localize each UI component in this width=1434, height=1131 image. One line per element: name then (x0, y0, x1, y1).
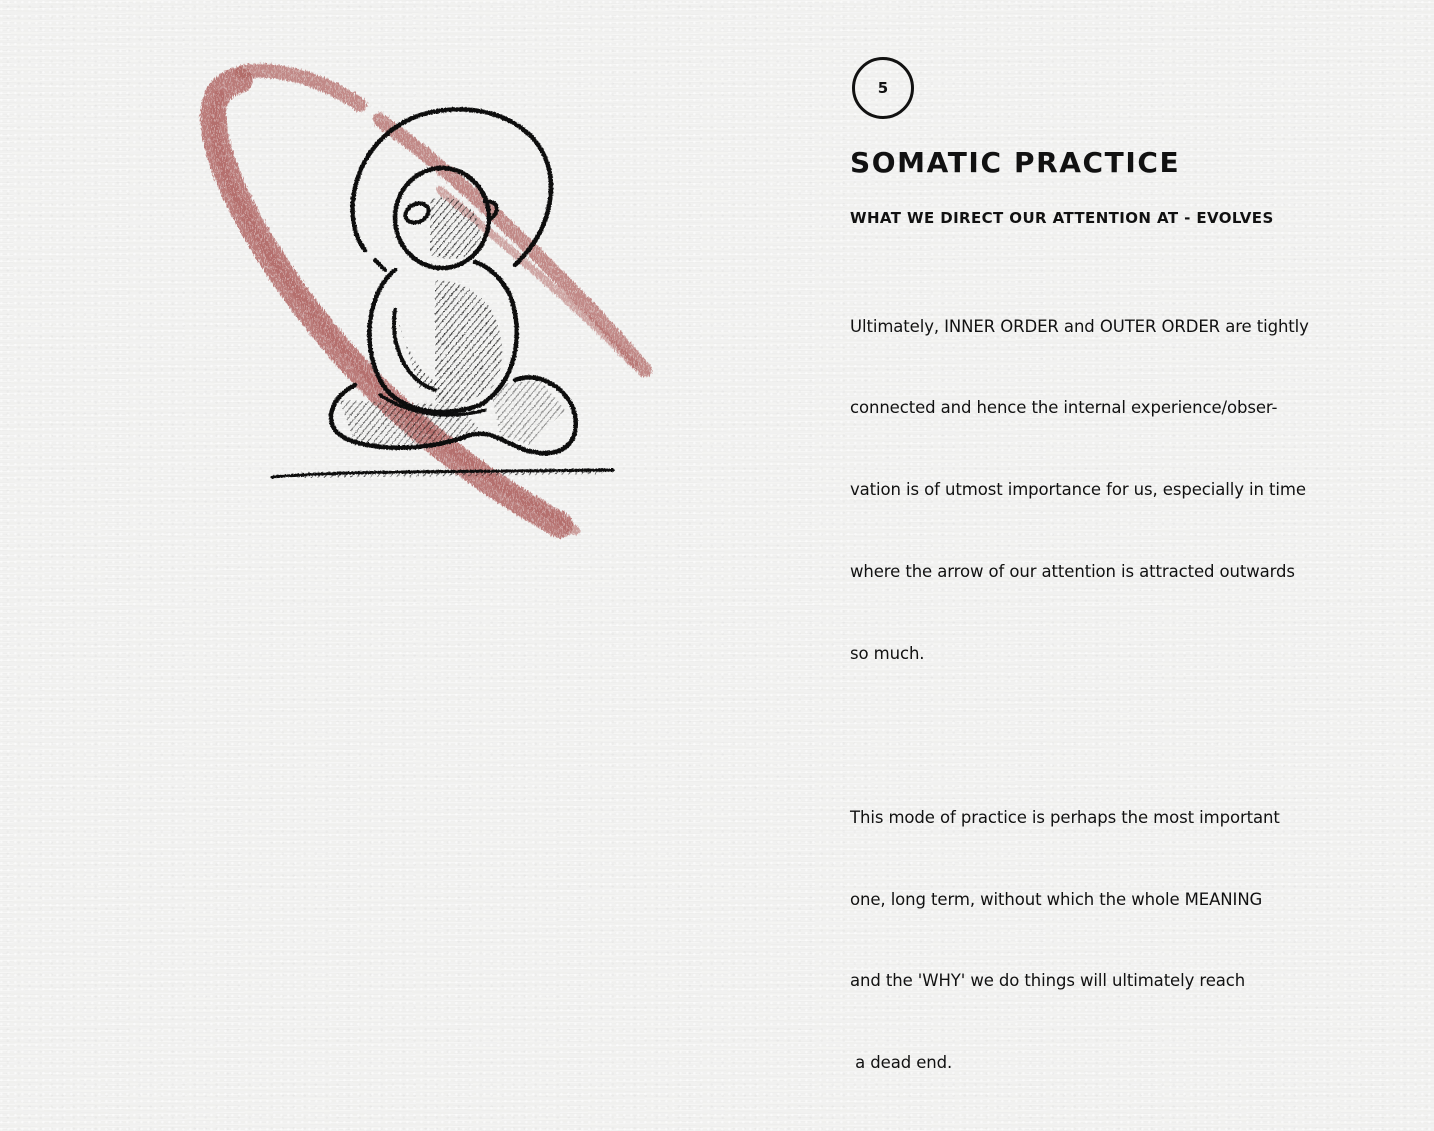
step-number-badge (852, 57, 914, 119)
body-paragraph-2 (850, 749, 1370, 1131)
meditating-figure-icon (180, 50, 660, 540)
paragraph-line: This mode of practice is perhaps the most important (850, 807, 1280, 827)
red-swoosh-icon (213, 71, 645, 530)
paragraph-line: connected and hence the internal experience/obser- (850, 398, 1278, 418)
section-content (850, 57, 1370, 1131)
section-subtitle: WHAT WE DIRECT OUR ATTENTION AT - EVOLVES (850, 209, 1274, 227)
paragraph-line: Ultimately, INNER ORDER and OUTER ORDER are tightly (850, 316, 1309, 336)
step-number: 5 (877, 78, 889, 97)
paragraph-line: and the 'WHY' we do things will ultimately reach (850, 971, 1246, 991)
paragraph-line: so much. (850, 644, 925, 664)
paragraph-line: vation is of utmost importance for us, especially in time (850, 480, 1306, 500)
paragraph-line: a dead end. (850, 1053, 953, 1073)
meditation-illustration (180, 50, 660, 540)
body-paragraph-1 (850, 258, 1370, 722)
paragraph-line: one, long term, without which the whole MEANING (850, 889, 1263, 909)
paragraph-line: where the arrow of our attention is attracted outwards (850, 562, 1295, 582)
section-title: SOMATIC PRACTICE (850, 146, 1181, 179)
